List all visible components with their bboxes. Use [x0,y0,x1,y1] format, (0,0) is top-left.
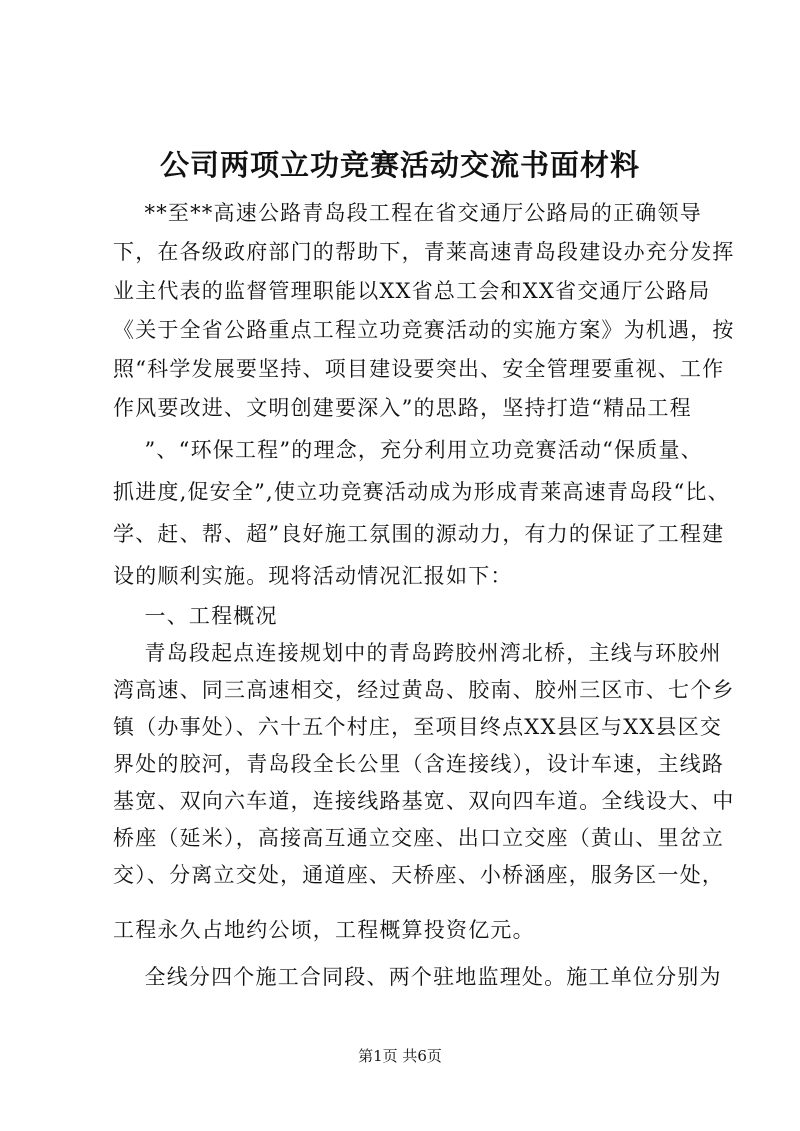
paragraph-line: 湾高速、同三高速相交，经过黄岛、胶南、胶州三区市、七个乡 [113,678,735,702]
paragraph-line: 设的顺利实施。现将活动情况汇报如下： [113,564,513,588]
paragraph-line: 抓进度,促安全”,使立功竞赛活动成为形成青莱高速青岛段“比、 [113,480,730,504]
document-title: 公司两项立功竞赛活动交流书面材料 [159,148,640,182]
paragraph-line: 工程永久占地约公顷，工程概算投资亿元。 [113,918,535,942]
section-heading: 一、工程概况 [113,604,278,628]
paragraph-line: 业主代表的监督管理职能以XX省总工会和XX省交通厅公路局 [113,279,711,303]
page-footer: 第1页 共6页 [358,1047,442,1065]
paragraph-line: 基宽、双向六车道，连接线路基宽、双向四车道。全线设大、中 [113,789,735,813]
paragraph-line: 《关于全省公路重点工程立功竞赛活动的实施方案》为机遇，按 [113,318,735,342]
paragraph-line: 桥座（延米），高接高互通立交座、出口立交座（黄山、里岔立 [113,826,725,850]
paragraph-line: **至**高速公路青岛段工程在省交通厅公路局的正确领导 [113,201,702,225]
paragraph-line: 下，在各级政府部门的帮助下，青莱高速青岛段建设办充分发挥 [113,240,735,264]
paragraph-line: 界处的胶河，青岛段全长公里（含连接线），设计车速，主线路 [113,752,725,776]
paragraph-line: 学、赶、帮、超”良好施工氛围的源动力，有力的保证了工程建 [113,522,725,546]
paragraph-line: ”、“环保工程”的理念，充分利用立功竞赛活动“保质量、 [113,438,703,462]
paragraph-line: 全线分四个施工合同段、两个驻地监理处。施工单位分别为 [113,965,722,989]
paragraph-line: 照“科学发展要坚持、项目建设要突出、安全管理要重视、工作 [113,357,725,381]
paragraph-line: 作风要改进、文明创建要深入”的思路，坚持打造“精品工程 [113,396,692,420]
paragraph-line: 青岛段起点连接规划中的青岛跨胶州湾北桥，主线与环胶州 [113,641,722,665]
paragraph-line: 镇（办事处）、六十五个村庄，至项目终点XX县区与XX县区交 [113,715,723,739]
paragraph-line: 交）、分离立交处，通道座、天桥座、小桥涵座，服务区一处， [113,863,725,887]
